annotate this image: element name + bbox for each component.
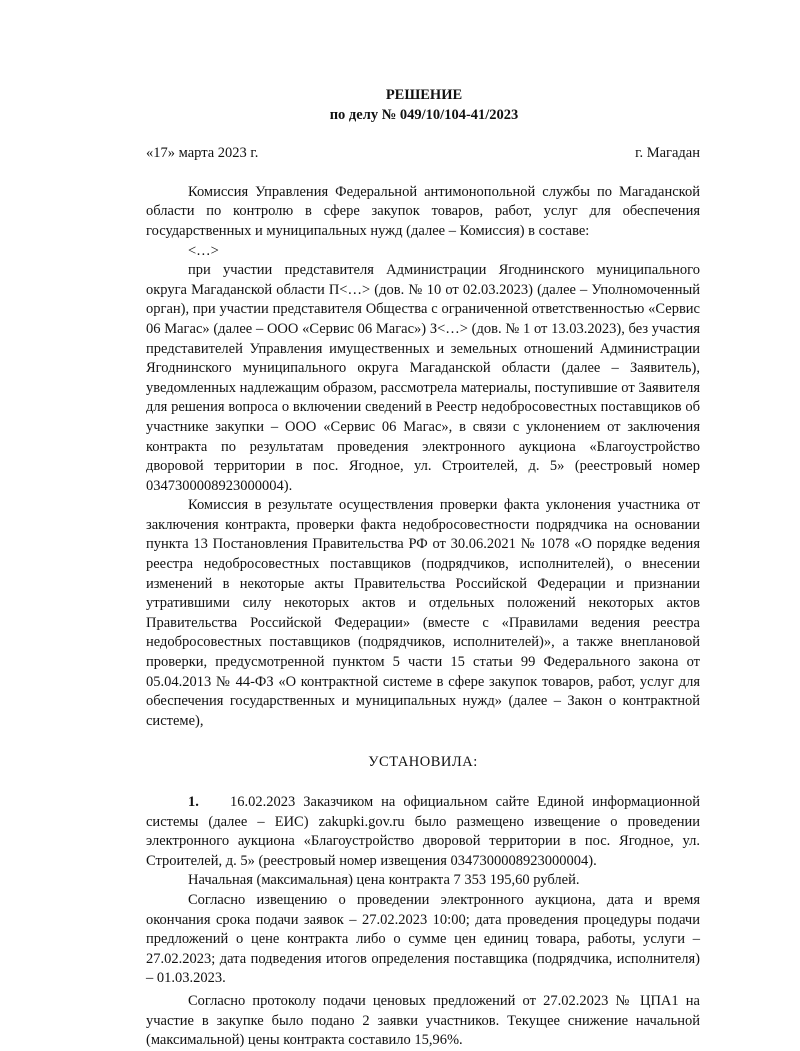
inspection-paragraph: Комиссия в результате осуществления проверки факта уклонения участника от заключения контракта, проверки факта недобросовестности подрядчика на основании пункта 13 Постановления Правительства РФ от 30.06.2021 № 1078 «О порядке ведения реестра недобросовестных поставщиков (подрядчиков, исполнителей), о внесении изменений в некоторые акты Правительства Российской Федерации и признании утратившими силу некоторых актов и отдельных положений некоторых актов Правительства Российской Федерации» (вместе с «Правилами ведения реестра недобросовестных поставщиков (подрядчиков, исполнителей)», а также внеплановой проверки, предусмотренной пунктом 5 части 15 статьи 99 Федерального закона от 05.04.2013 № 44-ФЗ «О контрактной системе в сфере закупок товаров, работ, услуг для обеспечения государственных и муниципальных нужд» (далее – Закон о контрактной системе), — [146, 497, 700, 729]
document-date: «17» марта 2023 г. — [146, 145, 259, 162]
deadlines-paragraph: Согласно извещению о проведении электронного аукциона, дата и время окончания срока подачи заявок – 27.02.2023 10:00; дата проведения процедуры подачи предложений о цене контракта либо о сумме цен единиц товара, работы, услуги – 27.02.2023; дата подведения итогов определения поставщика (подрядчика, исполнителя) – 01.03.2023. — [146, 891, 700, 987]
participants-paragraph: при участии представителя Администрации Ягоднинского муниципального округа Магаданской области П<…> (дов. № 10 от 02.03.2023) (далее – Уполномоченный орган), при участии представителя Общества с ограниченной ответственностью «Сервис 06 Магас» (далее – ООО «Сервис 06 Магас») З<…> (дов. № 1 от 13.03.2023), без участия представителей Управления имущественных и земельных отношений Администрации Ягоднинского муниципального округа Магаданской области (далее – Заявитель), уведомленных надлежащим образом, рассмотрела материалы, поступившие от Заявителя для решения вопроса о включении сведений в Реестр недобросовестных поставщиков об участнике закупки – ООО «Сервис 06 Магас», в связи с уклонением от заключения контракта по результатам проведения электронного аукциона «Благоустройство дворовой территории в пос. Ягодное, ул. Строителей, д. 5» (реестровый номер 0347300008923000004). — [146, 262, 700, 494]
commission-paragraph: Комиссия Управления Федеральной антимонопольной службы по Магаданской области по контролю в сфере закупок товаров, работ, услуг для обеспечения государственных и муниципальных нужд (далее – Комиссия) в составе: — [146, 183, 700, 239]
item-number: 1. — [188, 794, 199, 810]
finding-item-1 — [146, 793, 700, 871]
document-title: РЕШЕНИЕ — [385, 87, 463, 103]
document-city: г. Магадан — [635, 145, 700, 162]
protocol-paragraph: Согласно протоколу подачи ценовых предложений от 27.02.2023 № ЦПА1 на участие в закупке было подано 2 заявки участников. Текущее снижение начальной (максимальной) цены контракта составило 15,96%. — [146, 992, 700, 1049]
case-number: по делу № 049/10/104-41/2023 — [329, 106, 519, 123]
commission-members-placeholder: <…> — [188, 242, 219, 259]
date-location-row — [146, 144, 700, 164]
document-page — [146, 78, 700, 1051]
section-heading: УСТАНОВИЛА: — [368, 754, 478, 771]
item-text: 16.02.2023 Заказчиком на официальном сайте Единой информационной системы (далее – ЕИС) zakupki.gov.ru было размещено извещение о проведении электронного аукциона «Благоустройство дворовой территории в пос. Ягодное, ул. Строителей, д. 5» (реестровый номер извещения 0347300008923000004). — [146, 794, 700, 869]
price-paragraph: Начальная (максимальная) цена контракта 7 353 195,60 рублей. — [188, 872, 580, 889]
